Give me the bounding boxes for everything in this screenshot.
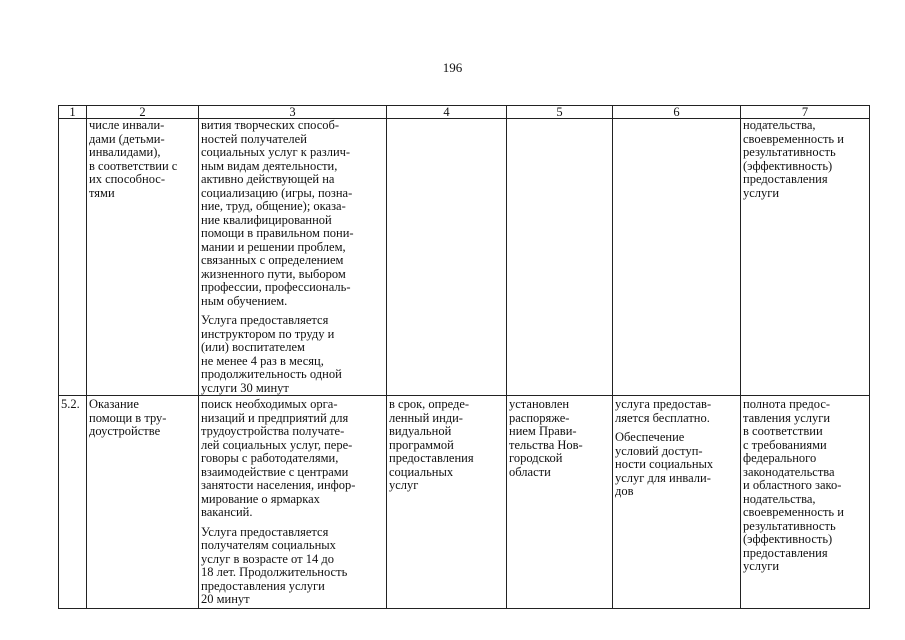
service-name: Оказание помощи в тру- доустройстве xyxy=(89,397,167,438)
column-header-3: 3 xyxy=(199,106,387,119)
column-header-2: 2 xyxy=(87,106,199,119)
service-criteria: полнота предос- тавления услуги в соответствии с требованиями федерального законодательства и областного зако- нодательства, своевременность и результативность (эффективность) предоставления услуги xyxy=(743,397,844,573)
service-criteria-cell xyxy=(741,119,870,396)
service-content-paragraph: Услуга предоставляется инструктором по труду и (или) воспитателем не менее 4 раз в месяц, продолжительность одной услуги 30 минут xyxy=(201,313,342,395)
row-number-cell xyxy=(59,396,87,609)
service-content-paragraph: Услуга предоставляется получателям социальных услуг в возрасте от 14 до 18 лет. Продолжительность предоставления услуги 20 минут xyxy=(201,524,348,606)
service-basis: установлен распоряже- нием Прави- тельства Нов- городской области xyxy=(509,397,583,479)
row-number-cell xyxy=(59,119,87,396)
service-content-cell xyxy=(199,396,387,609)
service-criteria-cell xyxy=(741,396,870,609)
page-number: 196 xyxy=(442,60,463,75)
column-header-6: 6 xyxy=(613,106,741,119)
service-content-paragraph: поиск необходимых орга- низаций и предприятий для трудоустройства получате- лей социальных услуг, пере- говоры с работодателями, взаимодействие с центрами занятости населения, инфор- мирование о ярмарках вакансий. xyxy=(201,397,356,519)
service-content-cell xyxy=(199,119,387,396)
table-row xyxy=(59,119,870,396)
service-content-paragraph: вития творческих способ- ностей получателей социальных услуг к различ- ным видам деятельности, активно действующей на социализацию (игры, позна- ние, труд, общение); оказа- ние квалифицированной помощи в правильном пони- мании и решении проблем, связанных с определением жизненного пути, выбором профессии, профессиональ- ным обучением. xyxy=(201,118,354,308)
service-name-cell xyxy=(87,119,199,396)
service-term-cell xyxy=(387,119,507,396)
services-table xyxy=(58,105,870,609)
column-header-7: 7 xyxy=(741,106,870,119)
service-name: числе инвали- дами (детьми- инвалидами), в соответствии с их способнос- тями xyxy=(89,118,178,200)
column-header-1: 1 xyxy=(59,106,87,119)
service-conditions-paragraph: Обеспечение условий доступ- ности социальных услуг для инвали- дов xyxy=(615,430,714,498)
column-header-4: 4 xyxy=(387,106,507,119)
service-name-cell xyxy=(87,396,199,609)
service-conditions-cell xyxy=(613,396,741,609)
service-conditions-paragraph: услуга предостав- ляется бесплатно. xyxy=(615,397,712,425)
header-row xyxy=(59,106,870,119)
row-number: 5.2. xyxy=(61,397,80,411)
service-basis-cell xyxy=(507,396,613,609)
service-term-cell xyxy=(387,396,507,609)
service-basis-cell xyxy=(507,119,613,396)
column-header-5: 5 xyxy=(507,106,613,119)
table-row xyxy=(59,396,870,609)
service-term: в срок, опреде- ленный инди- видуальной программой предоставления социальных услуг xyxy=(389,397,474,492)
service-conditions-cell xyxy=(613,119,741,396)
service-criteria: нодательства, своевременность и результативность (эффективность) предоставления услуги xyxy=(743,118,844,200)
